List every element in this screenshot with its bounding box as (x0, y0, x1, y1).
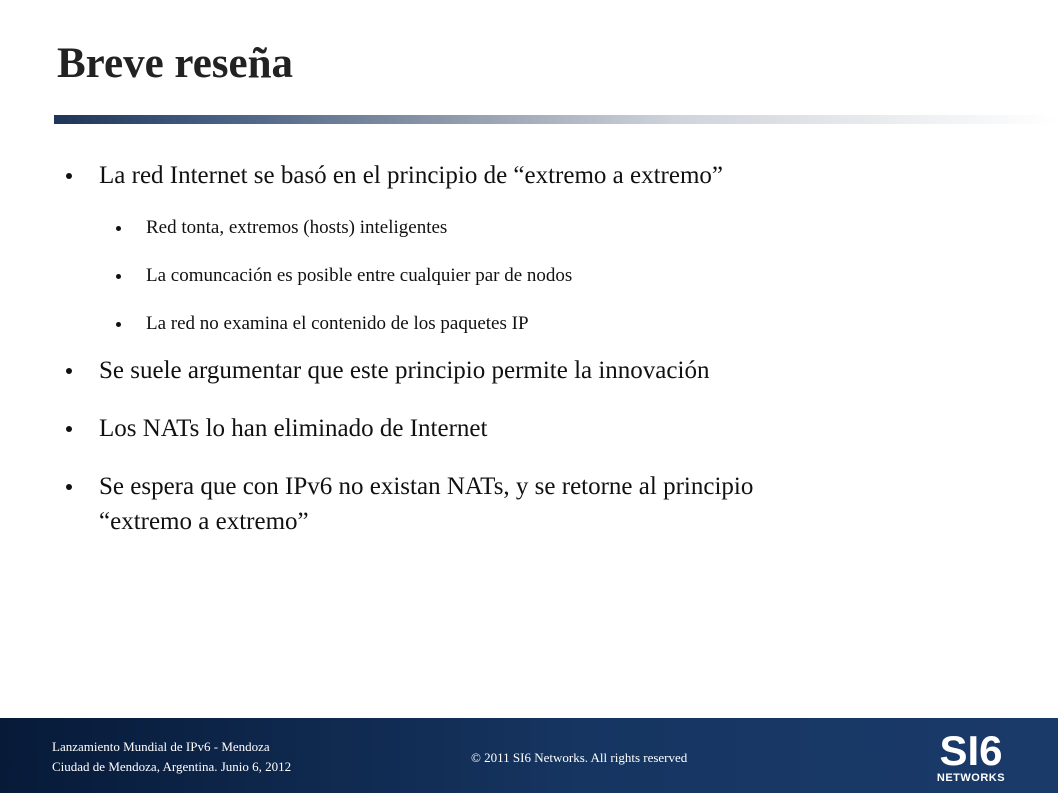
bullet-continuation (99, 506, 309, 538)
event-line-2: Ciudad de Mendoza, Argentina. Junio 6, 2012 (52, 759, 292, 774)
copyright-notice: © 2011 SI6 Networks. All rights reserved (471, 750, 688, 765)
slide-title: Breve reseña (57, 40, 294, 87)
bullet-item (99, 413, 487, 445)
bullet-item (99, 471, 753, 503)
bullet-dot-icon (66, 426, 72, 432)
bullet-text: Se suele argumentar que este principio permite la innovación (99, 357, 710, 384)
bullet-dot-icon (66, 173, 72, 179)
sub-bullet-item (146, 216, 447, 240)
logo-sub-text: NETWORKS (936, 772, 1006, 784)
bullet-item (99, 355, 709, 387)
sub-bullet-text: Red tonta, extremos (hosts) inteligentes (146, 217, 448, 238)
event-line-1: Lanzamiento Mundial de IPv6 - Mendoza (52, 739, 270, 754)
bullet-dot-icon (116, 226, 121, 231)
bullet-text: “extremo a extremo” (99, 508, 309, 535)
bullet-text: Los NATs lo han eliminado de Internet (99, 415, 488, 442)
event-info (52, 737, 291, 777)
bullet-text: La red Internet se basó en el principio de “extremo a extremo” (99, 162, 724, 189)
sub-bullet-text: La comuncación es posible entre cualquier par de nodos (146, 265, 573, 286)
bullet-dot-icon (66, 368, 72, 374)
title-divider (54, 115, 1058, 124)
sub-bullet-item (146, 264, 572, 288)
si6-networks-logo (934, 729, 1008, 785)
bullet-item (99, 160, 723, 192)
footer-bar (0, 718, 1058, 793)
bullet-text: Se espera que con IPv6 no existan NATs, y se retorne al principio (99, 473, 754, 500)
sub-bullet-item (146, 312, 529, 336)
logo-main-text: SI6 (939, 729, 1003, 774)
sub-bullet-text: La red no examina el contenido de los paquetes IP (146, 313, 529, 334)
bullet-dot-icon (116, 322, 121, 327)
bullet-dot-icon (116, 274, 121, 279)
bullet-dot-icon (66, 484, 72, 490)
